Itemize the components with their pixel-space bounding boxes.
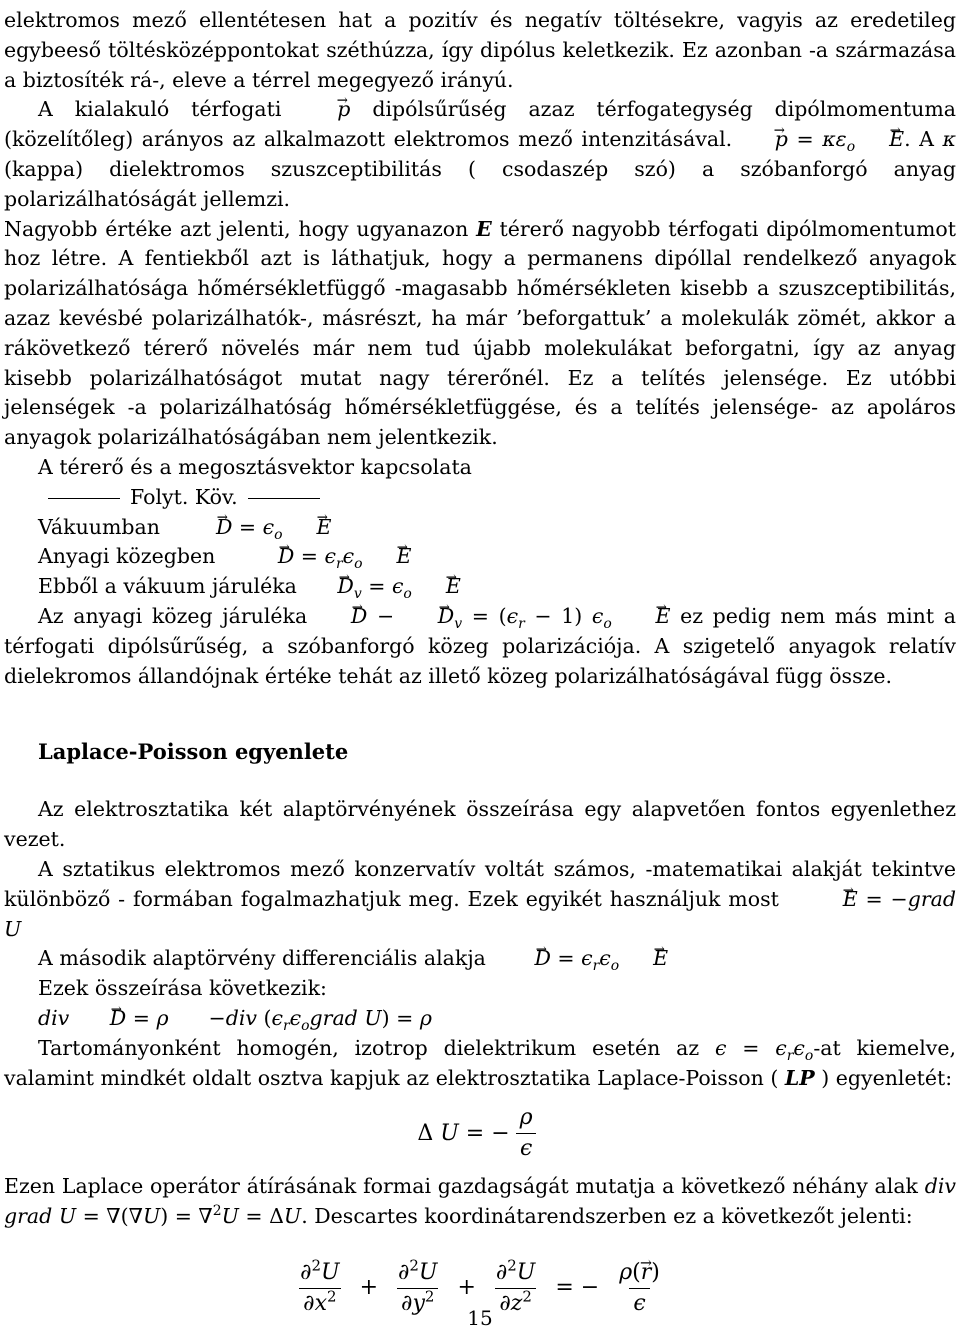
line-relation-title: A térerő és a megosztásvektor kapcsolata — [38, 454, 472, 479]
line-material: Anyagi közegben → $D = \epsilon_r\epsilon_o\to E$ — [4, 542, 956, 572]
math-E-bold: E — [476, 216, 492, 241]
line-vacuum: Vákuumban→ $D = \epsilon_o\to E$ — [4, 513, 956, 543]
line-combination: Ezek összeírása következik: — [38, 976, 327, 1001]
text: Ebből a vákuum járuléka — [38, 574, 297, 599]
paragraph-dipole-intro: elektromos mező ellentétesen hat a pozitív és negatív töltésekre, vagyis az eredetileg egybeeső töltésközéppontokat széthúzza, így dipólus keletkezik. Ez azonban -a származása a biztosíték rá-, eleve a térrel megegyező irányú. — [4, 8, 956, 92]
line-second-law: A második alaptörvény differenciális alakja → $D = \epsilon_r\epsilon_o\to E$ — [4, 944, 956, 974]
text: Anyagi közegben — [38, 544, 216, 569]
equation-cartesian: $\frac{\partial^2U}{\partial x^2}$ + $\frac{\partial^2U}{\partial y^2}$ + $\frac{\partial^2U}{\partial z^2}$ = − $\frac{\rho(\to r)}{\epsilon}$ — [4, 1258, 956, 1319]
text: térerő nagyobb térfogati dipólmomentumot hoz létre. A fentiekből azt is láthatjuk, hogy a permanens dipóllal rendelkező anyagok polarizálhatósága hőmérsékletfüggő -magasabb hőmérsékleten kisebb a szuszceptibilitás, azaz kevésbé polarizálhatók-, másrészt, ha már ’beforgattuk’ a molekulák zömét, akkor a rákövetkező térerő növelés már nem tud újabb molekulákat beforgatni, így az anyag kisebb polarizálhatóságot mutat nagy térerőnél. Ez a telítés jelensége. Ez utóbbi jelenségek -a polarizálhatóság hőmérsékletfüggése, és a telítés jelensége- az apoláros anyagok polarizálhatóságában nem jelentkezik. — [4, 216, 956, 450]
line-continued — [4, 483, 956, 513]
text: Vákuumban — [38, 514, 160, 539]
math-p-formula: → $p = \kappa\varepsilon_o\to E$ — [741, 127, 904, 151]
text: A kialakuló térfogati — [38, 97, 282, 122]
text: A sztatikus elektromos mező konzervatív voltát számos, -matematikai alakját tekintve különböző - formában fogalmazhatjuk meg. Ezek egyikét használjuk most — [4, 856, 956, 911]
page-number: 15 — [467, 1306, 493, 1330]
text: Nagyobb értéke azt jelenti, hogy ugyanazon — [4, 216, 469, 241]
section-heading: Laplace-Poisson egyenlete — [38, 739, 349, 765]
math-p-vector: → p — [303, 95, 350, 125]
equation-laplace-poisson: Δ U = − $\frac{\rho}{\epsilon}$ — [4, 1103, 956, 1164]
lp-abbrev: LP — [784, 1065, 815, 1090]
text: . Descartes koordinátarendszerben ez a következőt jelenti: — [301, 1204, 913, 1229]
text: ) egyenletét: — [821, 1065, 953, 1090]
paragraph-homogeneous: Tartományonként homogén, izotrop dielektrikum esetén az $\epsilon = \epsilon_r\epsilon_o-at$ kiemelve, valamint mindkét oldalt osztva kapjuk az elektrosztatika Laplace-Poisson ( LP ) egyenletét: — [4, 1035, 956, 1090]
continued-label: Folyt. Köv. — [130, 484, 238, 509]
paragraph-conservative: A sztatikus elektromos mező konzervatív voltát számos, -matematikai alakját tekintve különböző - formában fogalmazhatjuk meg. Ezek egyikét használjuk most → E = −grad U — [4, 855, 956, 944]
text: dipólsűrűség azaz térfogategység dipólmomentuma (közelítőleg) arányos az alkalmazott elektromos mező intenzitásával. — [4, 97, 956, 152]
text: ez pedig nem más mint a térfogati dipólsűrűség, a szóbanforgó közeg polarizációja. A szigetelő anyagok relatív dielekromos állandójnak értéke tehát az illető közeg polarizálhatóságával függ össze. — [4, 603, 956, 688]
paragraph-material-contribution: Az anyagi közeg járuléka → D − → $D_v = (\epsilon_r - 1) \epsilon_o \to E$ ez pedig nem más mint a térfogati dipólsűrűség, a szóbanforgó közeg polarizációja. A szigetelő anyagok relatív dielekromos állandójnak értéke tehát az illető közeg polarizálhatóságával függ össze. — [4, 602, 956, 691]
paragraph-laplace-intro: Az elektrosztatika két alaptörvényének összeírása egy alapvetően fontos egyenlethez vezet. — [4, 797, 956, 852]
line-vacuum-contribution: Ebből a vákuum járuléka → $D_v = \epsilon_o\to E$ — [4, 572, 956, 602]
math-kappa: κ — [942, 127, 956, 152]
text: A második alaptörvény differenciális alakja — [38, 946, 486, 971]
text: Ezen Laplace operátor átírásának formai gazdagságát mutatja a következő néhány alak — [4, 1174, 918, 1199]
divider-rule — [48, 498, 120, 499]
text: -at kiemelve, valamint mindkét oldalt osztva kapjuk az elektrosztatika Laplace-Poisson ( — [4, 1035, 956, 1090]
text: Az anyagi közeg járuléka — [38, 603, 308, 628]
paragraph-susceptibility — [4, 215, 956, 453]
paragraph-laplace-forms: Ezen Laplace operátor átírásának formai gazdagságát mutatja a következő néhány alak div grad U = ∇(∇U) = ∇$^2$U = ΔU. Descartes koordinátarendszerben ez a következőt jelenti: — [4, 1174, 956, 1229]
paragraph-polarization — [4, 95, 956, 214]
line-div-equations: div → D = ρ −div ($\epsilon_r\epsilon_ograd$ U) = ρ — [4, 1004, 956, 1034]
divider-rule — [248, 498, 320, 499]
text: Tartományonként homogén, izotrop dielektrikum esetén az — [38, 1035, 700, 1060]
text: . A — [904, 127, 934, 152]
text: (kappa) dielektromos szuszceptibilitás ( csodaszép szó) a szóbanforgó anyag polarizálhatóságát jellemzi. — [4, 156, 956, 211]
